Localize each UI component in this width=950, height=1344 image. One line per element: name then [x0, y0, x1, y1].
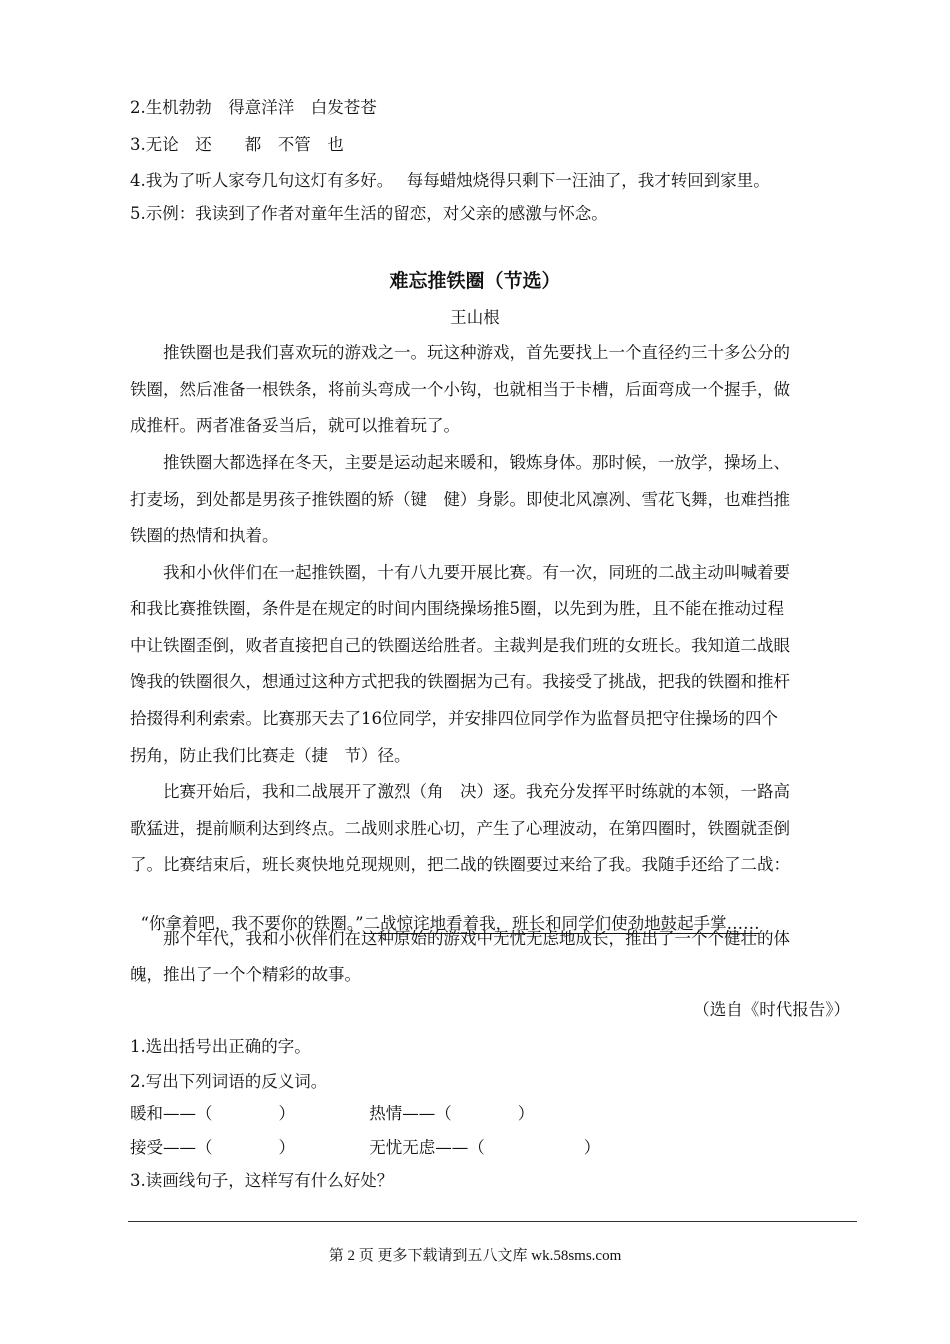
- answer-line-5: 5.示例：我读到了作者对童年生活的留恋，对父亲的感激与怀念。: [130, 204, 608, 223]
- article-source: （选自《时代报告》）: [693, 1000, 850, 1019]
- antonym-row-2: 接受——（ ） 无忧无虑——（ ）: [130, 1138, 601, 1157]
- article-line: 魄，推出了一个个精彩的故事。: [130, 965, 361, 984]
- article-line: 和我比赛推铁圈，条件是在规定的时间内围绕操场推5圈，以先到为胜，且不能在推动过程: [130, 599, 784, 618]
- article-line: 推铁圈也是我们喜欢玩的游戏之一。玩这种游戏，首先要找上一个直径约三十多公分的: [130, 343, 790, 362]
- article-line: 比赛开始后，我和二战展开了激烈（角 决）逐。我充分发挥平时练就的本领，一路高: [130, 782, 790, 801]
- article-line: 那个年代，我和小伙伴们在这种原始的游戏中无忧无虑地成长，推出了一个个健壮的体: [130, 929, 790, 948]
- question-3: 3.读画线句子，这样写有什么好处？: [130, 1171, 394, 1190]
- article-line: 打麦场，到处都是男孩子推铁圈的矫（键 健）身影。即使北风凛冽、雪花飞舞，也难挡推: [130, 490, 790, 509]
- article-line: 拐角，防止我们比赛走（捷 节）径。: [130, 746, 411, 765]
- answer-line-3: 3.无论 还 都 不管 也: [130, 135, 344, 154]
- quote-text: “你拿着吧，我不要你的铁圈。”: [140, 914, 364, 933]
- article-line: 铁圈，然后准备一根铁条，将前头弯成一个小钩，也就相当于卡槽，后面弯成一个握手，做: [130, 380, 790, 399]
- article-line: 推铁圈大都选择在冬天，主要是运动起来暖和，锻炼身体。那时候，一放学，操场上、: [130, 453, 790, 472]
- article-line: 了。比赛结束后，班长爽快地兑现规则，把二战的铁圈要过来给了我。我随手还给了二战：: [130, 855, 790, 874]
- question-2: 2.写出下列词语的反义词。: [130, 1072, 328, 1091]
- article-line: 铁圈的热情和执着。: [130, 526, 279, 545]
- question-1: 1.选出括号出正确的字。: [130, 1037, 311, 1056]
- page-footer: 第 2 页 更多下载请到五八文库 wk.58sms.com: [328, 1248, 622, 1264]
- article-line: 歌猛进，提前顺利达到终点。二战则求胜心切，产生了心理波动，在第四圈时，铁圈就歪倒: [130, 819, 790, 838]
- article-title: 难忘推铁圈（节选）: [389, 270, 561, 292]
- article-line: 拾掇得利利索索。比赛那天去了16位同学，并安排四位同学作为监督员把守住操场的四个: [130, 709, 778, 728]
- antonym-row-1: 暖和——（ ） 热情——（ ）: [130, 1104, 535, 1123]
- article-line: 我和小伙伴们在一起推铁圈，十有八九要开展比赛。有一次，同班的二战主动叫喊着要: [130, 563, 790, 582]
- article-line: 中让铁圈歪倒，败者直接把自己的铁圈送给胜者。主裁判是我们班的女班长。我知道二战眼: [130, 636, 790, 655]
- answer-line-4: 4.我为了听人家夸几句这灯有多好。 每每蜡烛烧得只剩下一汪油了，我才转回到家里。: [130, 171, 770, 190]
- article-author: 王山根: [450, 308, 500, 327]
- answer-line-2: 2.生机勃勃 得意洋洋 白发苍苍: [130, 98, 377, 117]
- article-line: 成推杆。两者准备妥当后，就可以推着玩了。: [130, 416, 460, 435]
- underlined-sentence: 二战惊诧地看着我，班长和同学们使劲地鼓起手掌……: [363, 914, 760, 933]
- footer-divider: [128, 1221, 857, 1222]
- article-line: 馋我的铁圈很久，想通过这种方式把我的铁圈据为己有。我接受了挑战，把我的铁圈和推杆: [130, 672, 790, 691]
